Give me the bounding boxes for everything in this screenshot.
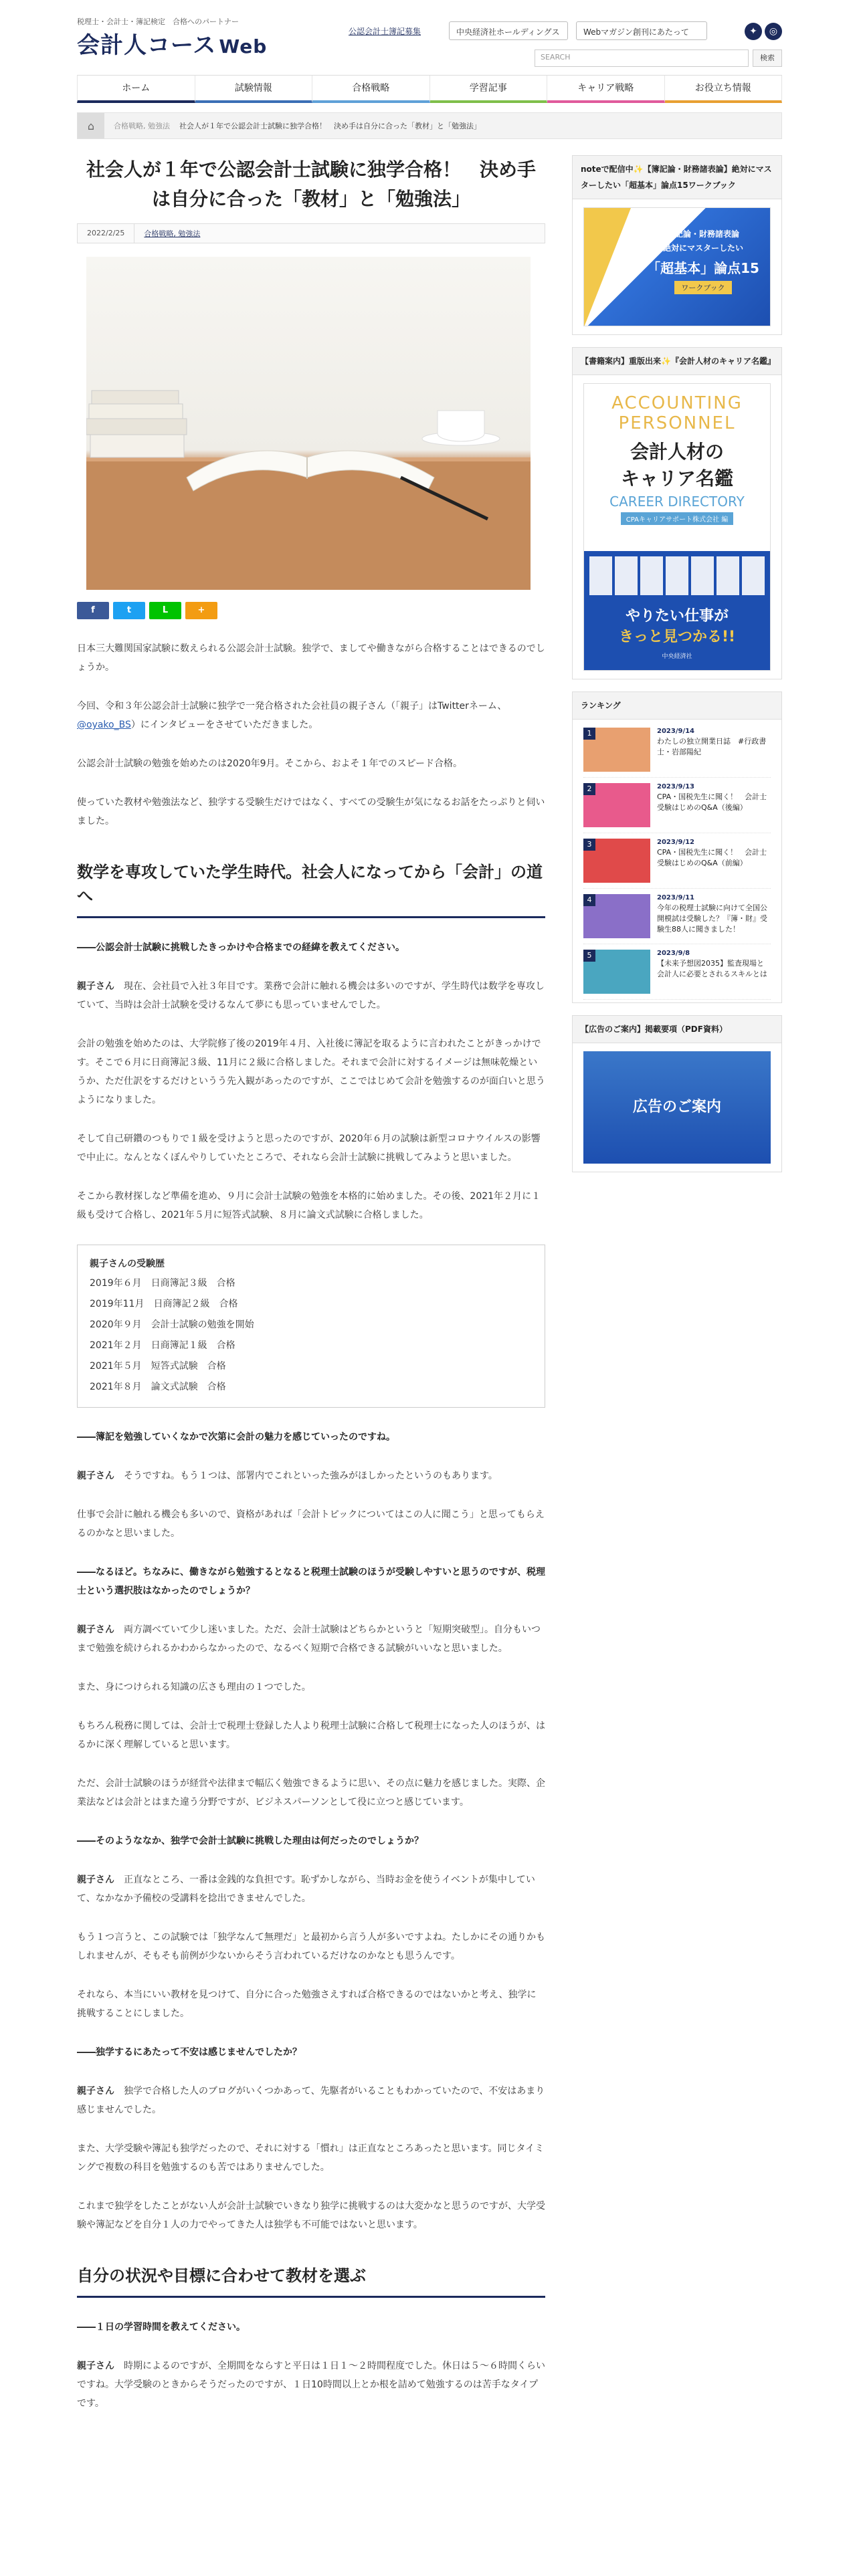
nav-item[interactable]: キャリア戦略 <box>547 76 665 103</box>
ranking-item[interactable] <box>583 833 771 889</box>
ranking-date: 2023/9/12 <box>657 839 695 846</box>
book-cover-text: CPAキャリアサポート株式会社 編 <box>621 512 733 525</box>
ranking-title: 【未来予想図2035】監査現場と会計人に必要とされるスキルとは <box>657 959 767 978</box>
intro-paragraph: 日本三大難関国家試験に数えられる公認会計士試験。独学で、ましてや働きながら合格することはできるのでしょうか。 <box>77 643 545 673</box>
exam-history-row: 2019年11月 日商簿記２級 合格 <box>90 1299 238 1309</box>
ranking-number: 2 <box>583 783 595 795</box>
answer: 親子さん 現在、会社員で入社３年目です。業務で会計に触れる機会は多いのですが、学生時代は数学を専攻していて、当時は会計士試験を受けるなんて夢にも思っていませんでした。 <box>77 981 545 1010</box>
answer: 親子さん 両方調べていて少し迷いました。ただ、会計士試験はどちらかというと「短期突破型」。自分もいつまで勉強を続けられるかわからなかったので、なるべく短期で合格できる試験がいいなと思いました。 <box>77 1624 541 1654</box>
share-buttons <box>77 602 545 619</box>
answer: それなら、本当にいい教材を見つけて、自分に合った勉強さえすれば合格できるのではないかと考え、独学に挑戦することにしました。 <box>77 1990 537 2019</box>
note-widget <box>572 155 782 335</box>
ranking-thumbnail <box>583 839 650 883</box>
question: ――なるほど。ちなみに、働きながら勉強するとなると税理士試験のほうが受験しやすいと思うのですが、税理士という選択肢はなかったのでしょうか？ <box>77 1567 545 1596</box>
book-widget <box>572 347 782 679</box>
note-banner-line: 「超基本」論点15 <box>647 260 759 276</box>
speaker: 親子さん <box>77 2361 114 2371</box>
hero-image <box>86 257 531 590</box>
ranking-title: CPA・国税先生に聞く！ 会計士受験はじめのQ&A（前編） <box>657 848 767 867</box>
main-nav <box>77 75 782 103</box>
twitter-icon[interactable]: ✦ <box>745 23 762 40</box>
article-date: 2022/2/25 <box>78 224 134 243</box>
note-banner-line: 簿記論・財務諸表論 <box>666 229 739 239</box>
site-header <box>77 0 782 70</box>
question: ――公認会計士試験に挑戦したきっかけや合格までの経緯を教えてください。 <box>77 942 405 953</box>
section-heading: 自分の状況や目標に合わせて教材を選ぶ <box>77 2264 545 2298</box>
book-cover-text: やりたい仕事が <box>625 608 729 625</box>
answer: 会計の勉強を始めたのは、大学院修了後の2019年４月、入社後に簿記を取るように言われたことがきっかけです。そこで６月に日商簿記３級、11月に２級に合格しました。それまで会計に対するイメージは無味乾燥というか、ただ仕訳をするだけというう先入観があったのですが、ここではじめて会計を勉強するのが面白いと思うようになりました。 <box>77 1039 545 1105</box>
ranking-date: 2023/9/11 <box>657 894 695 901</box>
book-cover-text: CAREER DIRECTORY <box>609 494 745 510</box>
question: ――そのようななか、独学で会計士試験に挑戦した理由は何だったのでしょうか？ <box>77 1836 423 1846</box>
note-widget-title: noteで配信中✨【簿記論・財務諸表論】絶対にマスターしたい「超基本」論点15ワークブック <box>573 156 781 199</box>
answer: 親子さん 時期によるのですが、全期間をならすと平日は１日１～２時間程度でした。休日は５～６時間くらいですね。大学受験のときからそうだったのですが、１日10時間以上とか根を詰めて勉強するのは苦手なタイプです。 <box>77 2361 545 2409</box>
ranking-number: 1 <box>583 728 595 740</box>
ranking-title: わたしの独立開業日誌 #行政書士・岩部陽紀 <box>657 737 767 756</box>
answer: これまで独学をしたことがない人が会計士試験でいきなり独学に挑戦するのは大変かなと思うのですが、大学受験や簿記などを自分１人の力でやってきた人は独学も不可能ではないと思います。 <box>77 2201 545 2230</box>
sidebar <box>572 155 782 1184</box>
answer: ただ、会計士試験のほうが経営や法律まで幅広く勉強できるように思い、その点に魅力を感じました。実際、企業法などは会計とはまた違う分野ですが、ビジネスパーソンとして役に立つと感じています。 <box>77 1778 545 1808</box>
ranking-number: 4 <box>583 894 595 906</box>
ranking-title: 今年の税理士試験に向けて全国公開模試は受験した？『簿・財』受験生88人に聞きました！ <box>657 903 767 934</box>
answer: もう１つ言うと、この試験では「独学なんて無理だ」と最初から言う人が多いですよね。たしかにその通りかもしれませんが、そもそも前例が少ないからそう言われているだけなのかなとも思うんです。 <box>77 1932 545 1961</box>
article-title: 社会人が１年で公認会計士試験に独学合格！ 決め手は自分に合った「教材」と「勉強法」 <box>86 158 536 210</box>
breadcrumb-category[interactable]: 合格戦略, 勉強法 <box>114 122 170 130</box>
note-banner-line: ワークブック <box>674 281 731 294</box>
speaker: 親子さん <box>77 1624 114 1635</box>
ranking-number: 5 <box>583 950 595 962</box>
share-button[interactable]: t <box>113 602 145 619</box>
answer: また、身につけられる知識の広さも理由の１つでした。 <box>77 1682 311 1693</box>
answer: 親子さん 正直なところ、一番は金銭的な負担です。恥ずかしながら、当時お金を使うイベントが集中していて、なかなか予備校の受講料を捻出できませんでした。 <box>77 1874 535 1904</box>
book-cover-text: PERSONNEL <box>618 413 736 433</box>
open-book-illustration <box>86 257 531 590</box>
book-cover-text: ACCOUNTING <box>611 393 743 413</box>
article-categories[interactable]: 合格戦略, 勉強法 <box>144 229 201 238</box>
share-button[interactable]: + <box>185 602 217 619</box>
exam-history-row: 2020年９月 会計士試験の勉強を開始 <box>90 1319 254 1330</box>
ranking-item[interactable] <box>583 778 771 833</box>
ranking-widget <box>572 691 782 1003</box>
nav-item[interactable]: 合格戦略 <box>312 76 430 103</box>
speaker: 親子さん <box>77 1874 114 1885</box>
answer: そして自己研鑽のつもりで１級を受けようと思ったのですが、2020年６月の試験は新型コロナウイルスの影響で中止に。なんとなくぼんやりしていたところで、それなら会計士試験に挑戦してみようと思いました。 <box>77 1134 541 1163</box>
twitter-handle-link[interactable]: @oyako_BS <box>77 720 131 730</box>
ranking-thumbnail <box>583 783 650 827</box>
section-heading: 数学を専攻していた学生時代。社会人になってから「会計」の道へ <box>77 860 545 918</box>
exam-history-row: 2019年６月 日商簿記３級 合格 <box>90 1278 235 1289</box>
ranking-item[interactable] <box>583 722 771 778</box>
question: ――簿記を勉強していくなかで次第に会計の魅力を感じていったのですね。 <box>77 1432 395 1442</box>
nav-item[interactable]: ホーム <box>77 76 195 103</box>
answer: もちろん税務に関しては、会計士で税理士登録した人より税理士試験に合格して税理士になった人のほうが、はるかに深く理解していると思います。 <box>77 1721 545 1750</box>
book-cover-text: 会計人材の <box>630 441 724 463</box>
ranking-item[interactable] <box>583 944 771 1000</box>
ad-widget-title: 【広告のご案内】掲載要項（PDF資料） <box>573 1016 781 1043</box>
book-widget-title: 【書籍案内】重版出来✨『会計人材のキャリア名鑑』 <box>573 348 781 375</box>
note-banner[interactable] <box>583 207 771 326</box>
nav-item[interactable]: 試験情報 <box>195 76 313 103</box>
ranking-number: 3 <box>583 839 595 851</box>
speaker: 親子さん <box>77 2086 114 2097</box>
share-button[interactable]: f <box>77 602 109 619</box>
exam-history-title: 親子さんの受験歴 <box>90 1259 165 1269</box>
speaker: 親子さん <box>77 981 114 992</box>
ranking-widget-title: ランキング <box>573 692 781 720</box>
exam-history-row: 2021年５月 短答式試験 合格 <box>90 1361 226 1372</box>
ad-banner[interactable]: 広告のご案内 <box>583 1051 771 1164</box>
book-cover-text: 中央経済社 <box>662 653 692 660</box>
about-magazine-button[interactable]: Webマガジン創刊にあたって <box>576 21 707 40</box>
logo-main: 会計人コース <box>77 32 217 59</box>
nav-item[interactable]: 学習記事 <box>430 76 548 103</box>
question: ――独学するにあたって不安は感じませんでしたか？ <box>77 2047 302 2058</box>
ranking-thumbnail <box>583 950 650 994</box>
book-cover[interactable] <box>583 383 771 671</box>
article <box>77 155 545 2413</box>
answer: 親子さん 独学で合格した人のブログがいくつかあって、先駆者がいることもわかっていたので、不安はあまり感じませんでした。 <box>77 2086 545 2115</box>
ranking-item[interactable] <box>583 889 771 944</box>
answer: 仕事で会計に触れる機会も多いので、資格があれば「会計トピックについてはこの人に聞こう」と思ってもらえるのかなと思いました。 <box>77 1509 545 1539</box>
note-banner-line: 絶対にマスターしたい <box>662 243 743 253</box>
ranking-thumbnail <box>583 894 650 938</box>
book-cover-text: きっと見つかる!! <box>618 629 736 645</box>
breadcrumb-current: 社会人が１年で公認会計士試験に独学合格！ 決め手は自分に合った「教材」と「勉強法」 <box>179 122 481 130</box>
logo-web: Web <box>219 35 268 58</box>
answer: 親子さん そうですね。もう１つは、部署内でこれといった強みがほしかったというのもあります。 <box>77 1471 498 1481</box>
intro-paragraph: 今回、令和３年公認会計士試験に独学で一発合格された会社員の親子さん（「親子」はTwitterネーム、@oyako_BS）にインタビューをさせていただきました。 <box>77 701 507 730</box>
search-button[interactable]: 検索 <box>753 49 782 67</box>
question: ――１日の学習時間を教えてください。 <box>77 2322 246 2333</box>
intro-paragraph: 公認会計士試験の勉強を始めたのは2020年9月。そこから、およそ１年でのスピード合格。 <box>77 758 462 769</box>
ranking-thumbnail <box>583 728 650 772</box>
speaker: 親子さん <box>77 1471 114 1481</box>
ranking-title: CPA・国税先生に聞く！ 会計士受験はじめのQ&A（後編） <box>657 792 767 812</box>
exam-history-box <box>77 1245 545 1408</box>
book-cover-text: キャリア名鑑 <box>620 467 733 490</box>
site-logo[interactable] <box>77 27 267 60</box>
answer: また、大学受験や簿記も独学だったので、それに対する「慣れ」は正直なところあったと思います。同じタイミングで複数の科目を勉強するのも苦ではありませんでした。 <box>77 2143 545 2173</box>
instagram-icon[interactable]: ◎ <box>765 23 782 40</box>
search-input[interactable]: SEARCH <box>535 49 749 67</box>
ranking-date: 2023/9/8 <box>657 950 690 957</box>
intro-paragraph: 使っていた教材や勉強法など、独学する受験生だけではなく、すべての受験生が気になるお話をたっぷりと伺いました。 <box>77 797 545 827</box>
nav-item[interactable]: お役立ち情報 <box>665 76 783 103</box>
share-button[interactable]: L <box>149 602 181 619</box>
site-tagline: 税理士・会計士・簿記検定 合格へのパートナー <box>77 17 239 26</box>
holdings-button[interactable]: 中央経済社ホールディングス <box>449 21 568 40</box>
ad-widget <box>572 1015 782 1172</box>
home-icon[interactable]: ⌂ <box>78 113 104 138</box>
exam-history-row: 2021年８月 論文式試験 合格 <box>90 1382 226 1392</box>
article-meta <box>77 223 545 243</box>
recruit-link[interactable]: 公認会計士簿記募集 <box>349 27 421 36</box>
exam-history-row: 2021年２月 日商簿記１級 合格 <box>90 1340 235 1351</box>
ranking-date: 2023/9/13 <box>657 783 695 790</box>
ranking-date: 2023/9/14 <box>657 728 695 735</box>
breadcrumb <box>77 112 782 139</box>
answer: そこから教材探しなど準備を進め、９月に会計士試験の勉強を本格的に始めました。その後、2021年２月に１級も受けて合格し、2021年５月に短答式試験、８月に論文式試験に合格しました。 <box>77 1191 541 1220</box>
